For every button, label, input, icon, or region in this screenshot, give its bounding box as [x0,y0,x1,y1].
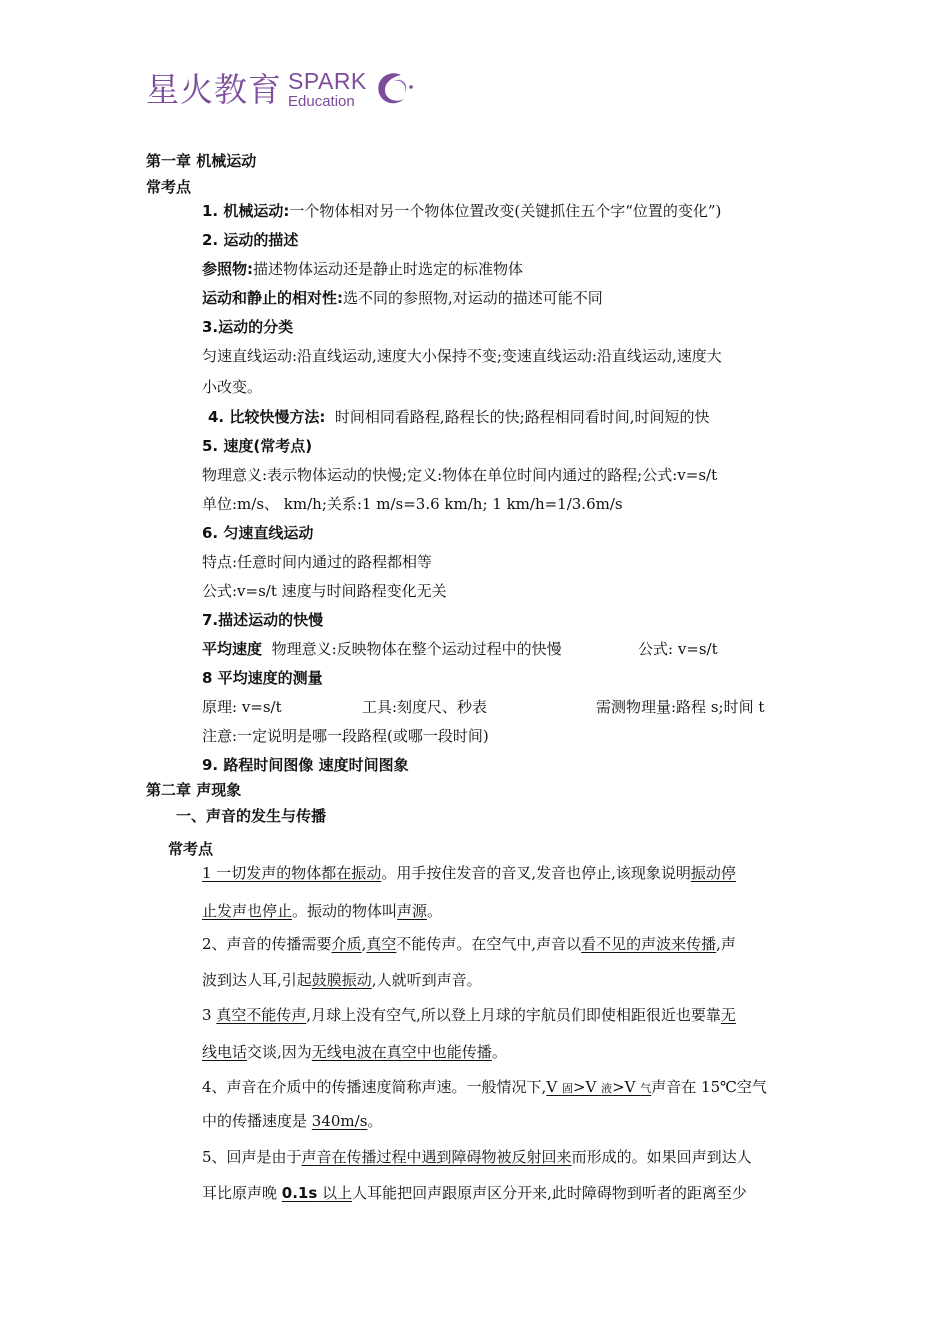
text: 耳比原声晚 [202,1184,282,1202]
text: 。 [427,902,443,920]
text: 3 [202,1006,217,1024]
measure-note: 注意:一定说明是哪一段路程(或哪一段时间) [202,727,489,745]
reference-label: 参照物: [202,260,253,278]
average-speed-text: 物理意义:反映物体在整个运动过程中的快慢 [271,640,562,658]
sound-item-5-line-2 [202,1184,747,1202]
item-5: 5. 速度(常考点) [202,437,313,455]
measure-principle: 原理: v=s/t [202,698,282,716]
item-4-text: 时间相同看路程,路程长的快;路程相同看时间,时间短的快 [334,408,710,426]
item-1-label: 1. 机械运动: [202,202,290,220]
text: ,人就听到声音。 [371,971,482,989]
sound-item-1-line-1 [202,864,736,882]
text: , [361,935,367,953]
underline-text: 振动停 [690,864,736,882]
underline-text: 真空 [366,935,397,953]
underline-text: 340m/s [311,1112,368,1130]
text: >V [572,1078,602,1096]
bold-text: 0.1s [281,1184,318,1202]
underline-text: 1 一切发声的物体都在振动 [202,864,382,882]
classification-line-2: 小改变。 [202,378,263,396]
spark-swirl-icon [371,67,415,111]
text: V [546,1078,562,1096]
classification-line-1: 匀速直线运动:沿直线运动,速度大小保持不变;变速直线运动:沿直线运动,速度大 [202,347,722,365]
text: 人耳能把回声跟原声区分开来,此时障碍物到听者的距离至少 [352,1184,747,1202]
chapter-2-title: 第二章 声现象 [146,781,242,799]
item-6: 6. 匀速直线运动 [202,524,314,542]
underline-text: 无 [720,1006,736,1024]
text: 2、声音的传播需要 [202,935,332,953]
sound-item-4-line-1 [202,1078,767,1098]
item-8: 8 平均速度的测量 [202,669,323,687]
logo-chinese-text: 星火教育 [146,69,282,109]
speed-order [546,1078,651,1096]
underline-text: 看不见的声波来传播 [581,935,717,953]
sound-item-2-line-2 [202,971,482,989]
text: 。用手按住发音的音叉,发音也停止,该现象说明 [381,864,691,882]
text: 不能传声。在空气中,声音以 [396,935,582,953]
item-3: 3.运动的分类 [202,318,294,336]
text: 。 [491,1043,507,1061]
text: 4、声音在介质中的传播速度简称声速。一般情况下, [202,1078,547,1096]
relativity-label: 运动和静止的相对性: [202,289,343,307]
average-speed-label: 平均速度 [202,640,263,658]
sound-item-4-line-2 [202,1112,382,1130]
average-speed-formula: 公式: v=s/t [638,640,718,658]
item-1-text: 一个物体相对另一个物体位置改变(关键抓住五个字“位置的变化”) [289,202,722,220]
text: 而形成的。如果回声到达人 [571,1148,752,1166]
brand-logo [146,64,426,114]
item-relativity [202,289,603,307]
chapter-1-heading: 常考点 [146,178,192,196]
text: 5、回声是由于 [202,1148,302,1166]
average-speed [202,640,562,658]
text: 。振动的物体叫 [292,902,398,920]
text: ,月球上没有空气,所以登上月球的宇航员们即使相距很近也要靠 [306,1006,721,1024]
underline-text: 止发声也停止 [202,902,293,920]
underline-text: 线电话 [202,1043,248,1061]
underline-text: 声源 [397,902,428,920]
item-1 [202,202,721,220]
item-7: 7.描述运动的快慢 [202,611,324,629]
text: 声音在 15℃空气 [651,1078,767,1096]
item-9: 9. 路程时间图像 速度时间图象 [202,756,409,774]
underline-text: 无线电波在真空中也能传播 [311,1043,492,1061]
underline-text: 鼓膜振动 [311,971,372,989]
chapter-2-heading: 常考点 [168,840,214,858]
sound-item-5-line-1 [202,1148,752,1166]
subscript: 固 [561,1082,573,1095]
sound-item-3-line-2 [202,1043,507,1061]
item-reference [202,260,523,278]
subscript: 气 [640,1082,652,1095]
speed-definition: 物理意义:表示物体运动的快慢;定义:物体在单位时间内通过的路程;公式:v=s/t [202,466,718,484]
logo-education: Education [288,92,355,110]
item-4-label: 4. 比较快慢方法: [208,408,326,426]
measure-tools: 工具:刻度尺、秒表 [362,698,488,716]
text: ,声 [716,935,736,953]
underline-text: 介质 [331,935,362,953]
sound-item-2-line-1 [202,935,736,953]
underline-text: 声音在传播过程中遇到障碍物被反射回来 [301,1148,572,1166]
item-4 [208,408,710,426]
chapter-2-section: 一、声音的发生与传播 [176,807,327,825]
text: 交谈,因为 [247,1043,312,1061]
text: 以上 [317,1184,353,1202]
text: >V [612,1078,641,1096]
chapter-1-title: 第一章 机械运动 [146,152,257,170]
relativity-text: 选不同的参照物,对运动的描述可能不同 [343,289,603,307]
logo-spark: SPARK [288,67,367,94]
text: 。 [367,1112,383,1130]
text: 波到达人耳,引起 [202,971,312,989]
speed-units: 单位:m/s、 km/h;关系:1 m/s=3.6 km/h; 1 km/h=1/3.6m/s [202,495,623,513]
underline-text: 真空不能传声 [216,1006,307,1024]
reference-text: 描述物体运动还是静止时选定的标准物体 [253,260,524,278]
sound-item-3-line-1 [202,1006,736,1024]
sound-item-1-line-2 [202,902,442,920]
measure-quantities: 需测物理量:路程 s;时间 t [596,698,765,716]
subscript: 液 [601,1082,613,1095]
logo-english-text [288,67,367,110]
uniform-formula: 公式:v=s/t 速度与时间路程变化无关 [202,582,447,600]
uniform-feature: 特点:任意时间内通过的路程都相等 [202,553,433,571]
text: 中的传播速度是 [202,1112,312,1130]
item-2: 2. 运动的描述 [202,231,299,249]
